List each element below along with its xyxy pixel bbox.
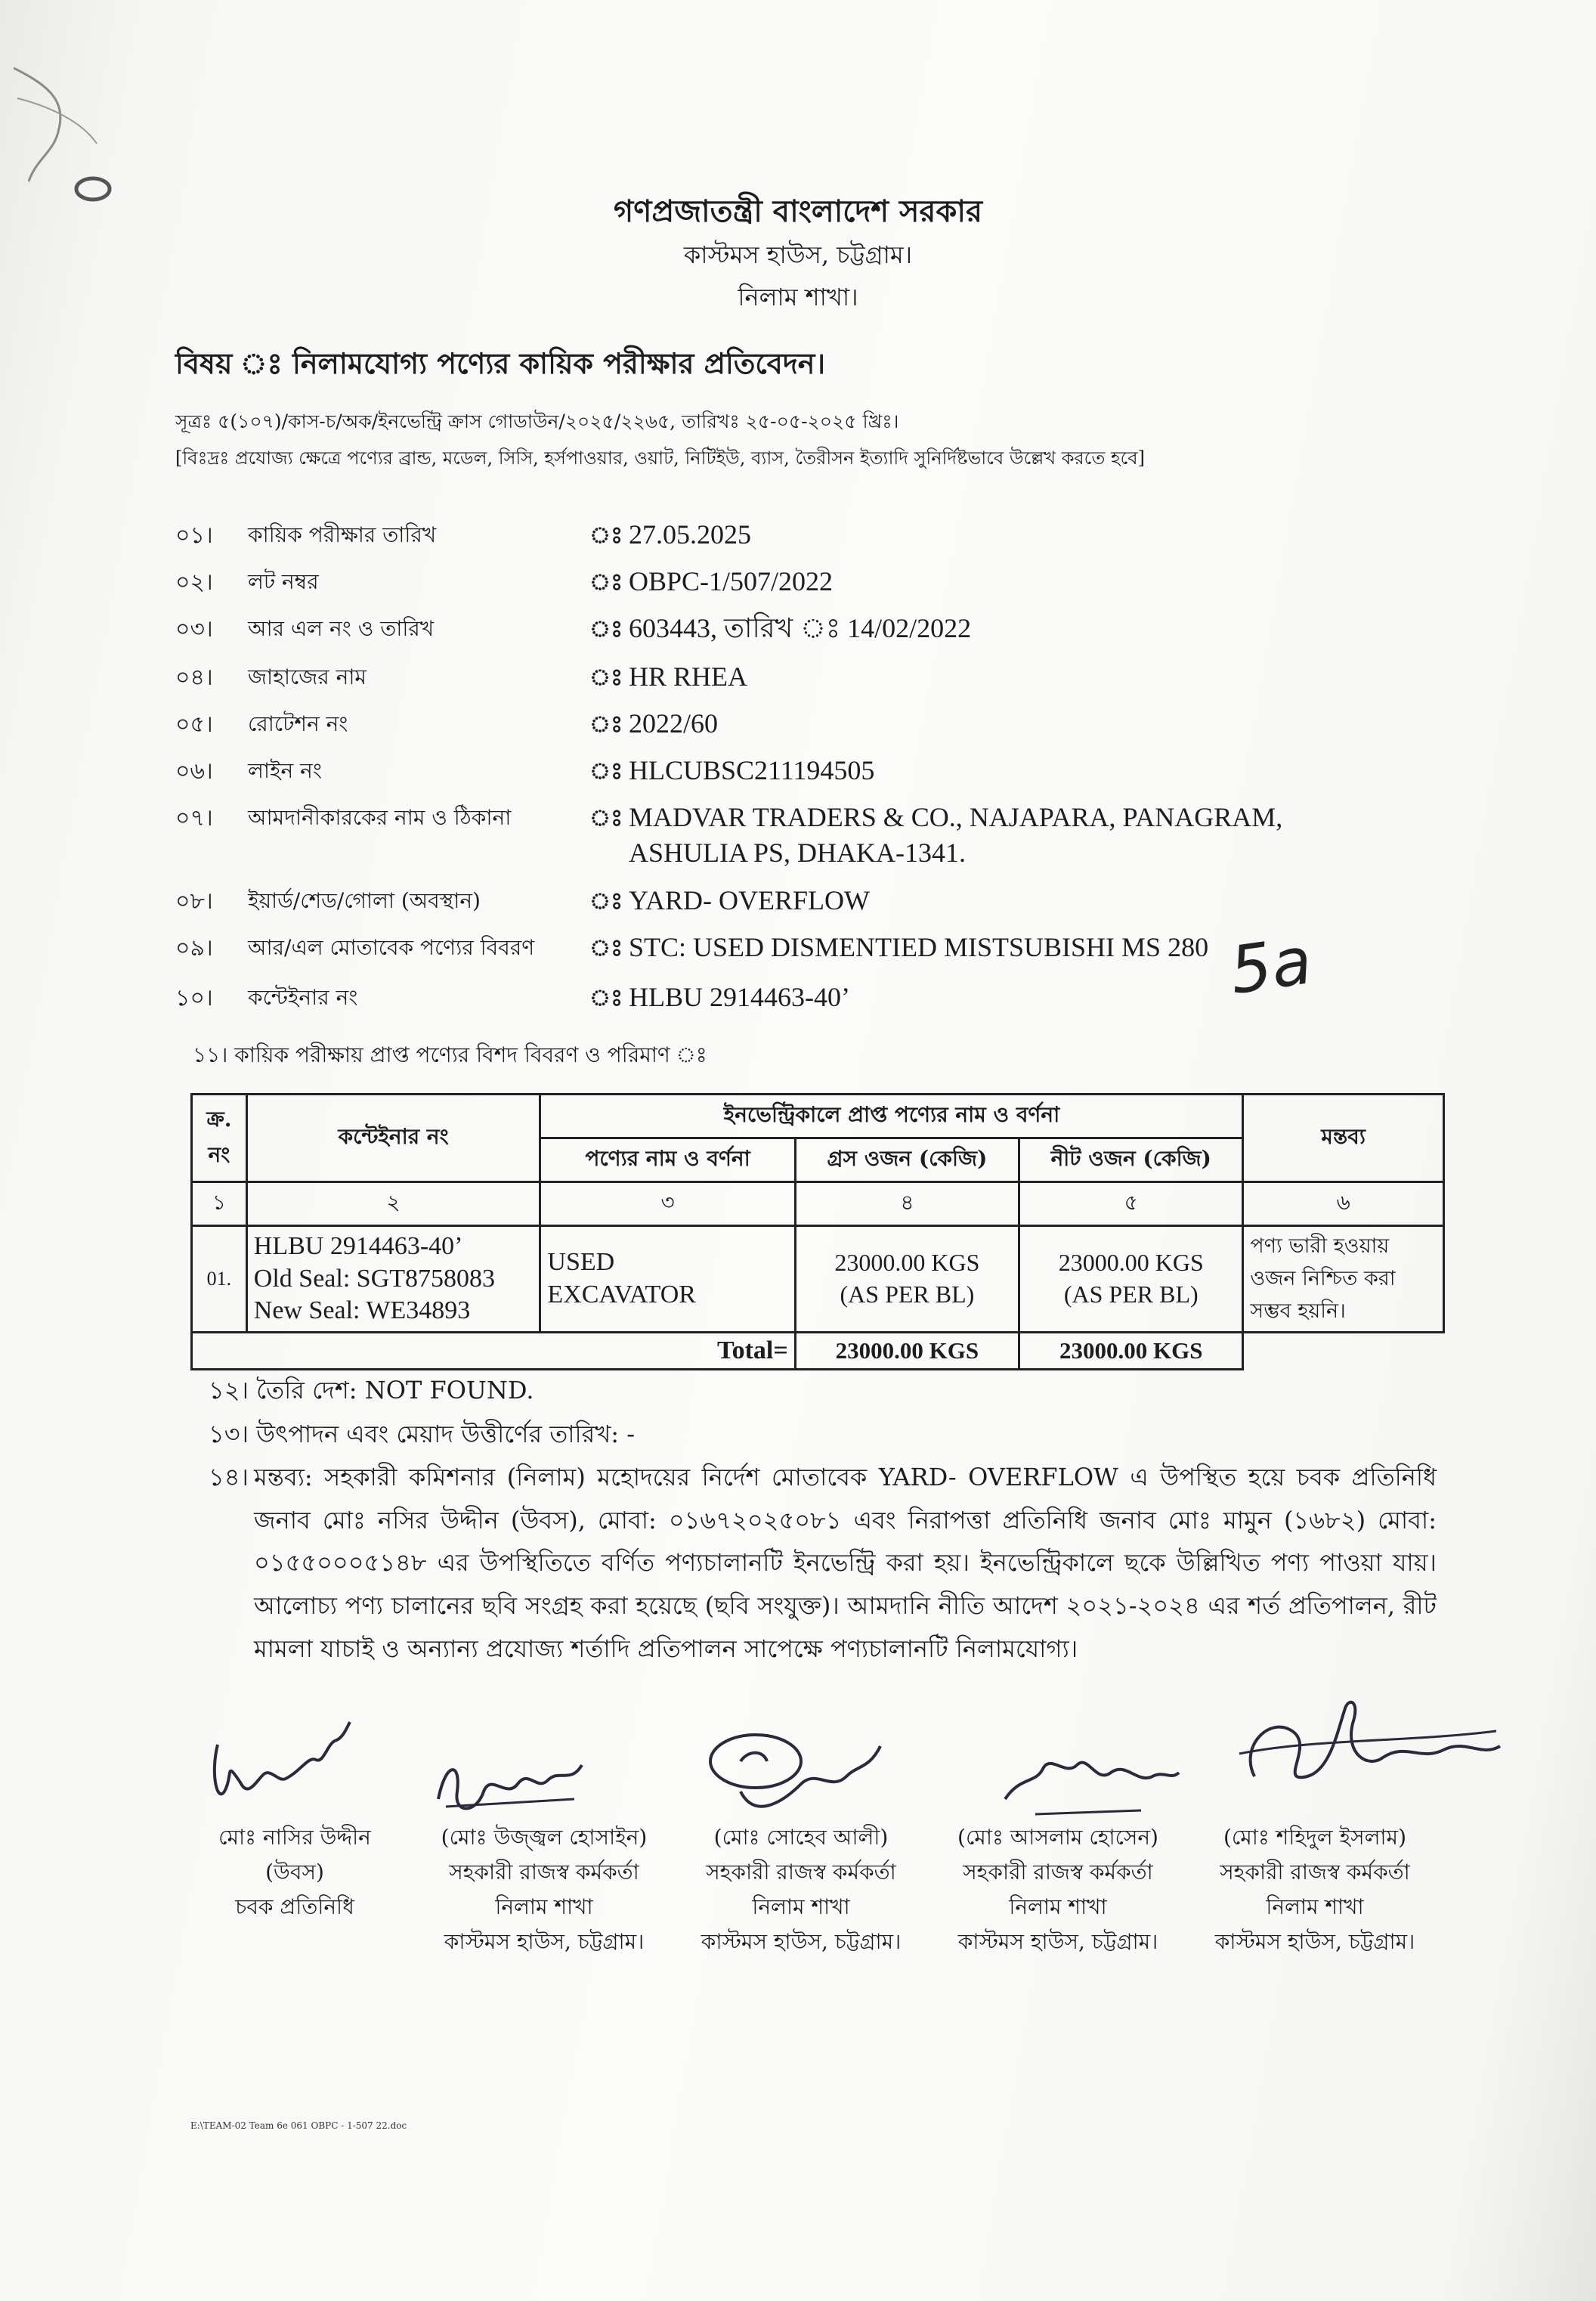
old-seal: Old Seal: SGT8758083 <box>253 1264 496 1293</box>
office-name: কাস্টমস হাউস, চট্টগ্রাম। <box>683 240 913 269</box>
signatory-name: (মোঃ আসলাম হোসেন) <box>957 1825 1158 1850</box>
field-number: ০১। <box>175 522 213 549</box>
signatory-section: নিলাম শাখা <box>495 1894 593 1919</box>
signatory-designation: সহকারী রাজস্ব কর্মকর্তা <box>1220 1860 1410 1884</box>
signatory-block <box>937 1820 1179 1959</box>
field-number: ০৪। <box>175 664 213 691</box>
signatory-block <box>1194 1820 1436 1959</box>
signatory-section: নিলাম শাখা <box>1009 1894 1107 1919</box>
table-header-row <box>192 1095 1444 1138</box>
col-number: ১ <box>192 1182 247 1226</box>
field-number: ০৬। <box>175 758 213 785</box>
country-of-origin: ১২। তৈরি দেশ: NOT FOUND. <box>209 1376 534 1404</box>
signatory-block <box>680 1820 922 1959</box>
field-label: আর/এল মোতাবেক পণ্যের বিবরণ <box>248 935 535 960</box>
col-goods-header: পণ্যের নাম ও বর্ণনা <box>540 1138 795 1182</box>
goods-line: USED <box>547 1248 615 1277</box>
col-number: ৬ <box>1243 1182 1444 1226</box>
total-empty-cell <box>1243 1332 1444 1369</box>
total-net: 23000.00 KGS <box>1019 1332 1243 1369</box>
field-colon: ঃ <box>589 711 623 738</box>
signatory-block <box>423 1820 665 1959</box>
col-remarks-header: মন্তব্য <box>1243 1095 1444 1182</box>
col-group-header: ইনভেন্ট্রিকালে প্রাপ্ত পণ্যের নাম ও বর্ণনা <box>540 1095 1243 1138</box>
col-number: ৪ <box>795 1182 1019 1226</box>
field-label: কন্টেইনার নং <box>248 985 358 1010</box>
field-number: ০৮। <box>175 888 213 915</box>
signatory-designation: সহকারী রাজস্ব কর্মকর্তা <box>706 1860 896 1884</box>
signatory-designation: চবক প্রতিনিধি <box>235 1894 354 1919</box>
signatory-designation: সহকারী রাজস্ব কর্মকর্তা <box>449 1860 639 1884</box>
gross-weight: 23000.00 KGS <box>834 1249 980 1277</box>
field-label: জাহাজের নাম <box>248 664 367 689</box>
gross-note: (AS PER BL) <box>840 1280 975 1308</box>
cell-gross <box>795 1226 1019 1333</box>
field-value: OBPC-1/507/2022 <box>629 566 834 596</box>
field-value: 603443, তারিখ ঃ 14/02/2022 <box>629 613 972 643</box>
field-number: ১০। <box>175 985 213 1011</box>
goods-line: EXCAVATOR <box>547 1280 696 1308</box>
binding-string-icon <box>14 53 112 204</box>
cell-sl: 01. <box>192 1226 247 1333</box>
col-number: ৩ <box>540 1182 795 1226</box>
instruction-note: [বিঃদ্রঃ প্রযোজ্য ক্ষেত্রে পণ্যের ব্রান্ড, মডেল, সিসি, হর্সপাওয়ার, ওয়াট, নিটিইউ, ব্যাস, তৈরীসন ইত্যাদি সুনির্দিষ্টভাবে উল্লেখ করতে হবে] <box>175 448 1145 469</box>
signature-mark <box>203 1714 361 1813</box>
field-number: ০৫। <box>175 711 213 738</box>
signatory-office: কাস্টমস হাউস, চট্টগ্রাম। <box>1214 1929 1415 1954</box>
signatory-office: কাস্টমস হাউস, চট্টগ্রাম। <box>701 1929 902 1954</box>
field-number: ০৯। <box>175 935 213 962</box>
field-value: YARD- OVERFLOW <box>629 885 870 915</box>
field-colon: ঃ <box>589 985 623 1011</box>
section-11-heading: ১১। কায়িক পরীক্ষায় প্রাপ্ত পণ্যের বিশদ বিবরণ ও পরিমাণ ঃ <box>193 1042 707 1067</box>
total-label: Total= <box>192 1332 796 1369</box>
signatory-office: কাস্টমস হাউস, চট্টগ্রাম। <box>444 1929 645 1954</box>
field-value: 27.05.2025 <box>629 519 751 550</box>
field-value-line: ASHULIA PS, DHAKA-1341. <box>629 837 967 868</box>
cell-remarks: পণ্য ভারী হওয়ায় ওজন নিশ্চিত করা সম্ভব হয়নি। <box>1243 1226 1444 1333</box>
field-label: লাইন নং <box>248 758 322 783</box>
col-net-header: নীট ওজন (কেজি) <box>1019 1138 1243 1182</box>
field-label: লট নম্বর <box>248 569 319 594</box>
signature-mark <box>1224 1686 1511 1822</box>
signature-mark <box>695 1716 892 1829</box>
net-weight: 23000.00 KGS <box>1058 1249 1204 1277</box>
field-number: ০৩। <box>175 616 213 643</box>
field-value: STC: USED DISMENTIED MISTSUBISHI MS 280 <box>629 932 1209 962</box>
field-colon: ঃ <box>589 664 623 691</box>
field-value-line: MADVAR TRADERS & CO., NAJAPARA, PANAGRAM, <box>629 802 1283 832</box>
col-gross-header: গ্রস ওজন (কেজি) <box>795 1138 1019 1182</box>
signature-mark <box>423 1746 597 1829</box>
field-label: কায়িক পরীক্ষার তারিখ <box>248 522 437 547</box>
govt-title: গণপ্রজাতন্ত্রী বাংলাদেশ সরকার <box>614 194 982 229</box>
signatory-section: নিলাম শাখা <box>752 1894 850 1919</box>
signatory-name: (মোঃ শহিদুল ইসলাম) <box>1223 1825 1407 1850</box>
cell-net <box>1019 1226 1243 1333</box>
col-number: ৫ <box>1019 1182 1243 1226</box>
field-value: 2022/60 <box>629 708 719 739</box>
signatory-line: (উবস) <box>265 1860 324 1884</box>
signature-mark <box>990 1739 1186 1829</box>
section-name: নিলাম শাখা। <box>738 283 858 311</box>
field-colon: ঃ <box>589 569 623 596</box>
production-expiry: ১৩। উৎপাদন এবং মেয়াদ উত্তীর্ণের তারিখ: - <box>209 1420 636 1448</box>
total-gross: 23000.00 KGS <box>795 1332 1019 1369</box>
cell-container <box>246 1226 540 1333</box>
cell-goods <box>540 1226 795 1333</box>
field-colon: ঃ <box>589 805 623 832</box>
field-label: আর এল নং ও তারিখ <box>248 616 435 641</box>
table-column-number-row <box>192 1182 1444 1226</box>
field-colon: ঃ <box>589 935 623 962</box>
signatory-block <box>174 1820 416 1925</box>
container-number: HLBU 2914463-40’ <box>253 1232 463 1261</box>
net-note: (AS PER BL) <box>1063 1280 1199 1308</box>
subject-line: বিষয় ঃ নিলামযোগ্য পণ্যের কায়িক পরীক্ষার প্রতিবেদন। <box>175 346 826 380</box>
inventory-table <box>190 1093 1445 1370</box>
col-container-header: কন্টেইনার নং <box>246 1095 540 1182</box>
field-label: ইয়ার্ড/শেড/গোলা (অবস্থান) <box>248 888 481 913</box>
remarks-number: ১৪। <box>209 1463 249 1491</box>
file-path-footer: E:\TEAM-02 Team 6e 061 OBPC - 1-507 22.doc <box>190 2120 407 2131</box>
signatory-designation: সহকারী রাজস্ব কর্মকর্তা <box>963 1860 1153 1884</box>
field-value: HLBU 2914463-40’ <box>629 982 850 1012</box>
field-value <box>629 800 1282 871</box>
signatory-section: নিলাম শাখা <box>1266 1894 1364 1919</box>
new-seal: New Seal: WE34893 <box>253 1296 471 1325</box>
table-row <box>192 1226 1444 1333</box>
table-total-row <box>192 1332 1444 1369</box>
field-number: ০৭। <box>175 805 213 832</box>
col-sl-header: ক্র. নং <box>192 1095 247 1182</box>
remarks-text: মন্তব্য: সহকারী কমিশনার (নিলাম) মহোদয়ের নির্দেশ মোতাবেক YARD- OVERFLOW এ উপস্থিত হয়ে চবক প্রতিনিধি জনাব মোঃ নসির উদ্দীন (উবস), মোবা: ০১৬৭২০২৫০৮১ এবং নিরাপত্তা প্রতিনিধি জনাব মোঃ মামুন (১৬৮২) মোবা: ০১৫৫০০০৫১৪৮ এর উপস্থিতিতে বর্ণিত পণ্যচালানটি ইনভেন্ট্রি করা হয়। ইনভেন্ট্রিকালে ছকে উল্লিখিত পণ্য পাওয়া যায়। আলোচ্য পণ্য চালানের ছবি সংগ্রহ করা হয়েছে (ছবি সংযুক্ত)। আমদানি নীতি আদেশ ২০২১-২০২৪ এর শর্ত প্রতিপালন, রীট মামলা যাচাই ও অন্যান্য প্রযোজ্য শর্তাদি প্রতিপালন সাপেক্ষে পণ্যচালানটি নিলামযোগ্য। <box>254 1463 1437 1663</box>
field-colon: ঃ <box>589 888 623 915</box>
signatory-name: মোঃ নাসির উদ্দীন <box>218 1825 371 1850</box>
col-number: ২ <box>246 1182 540 1226</box>
signatory-name: (মোঃ সোহেব আলী) <box>713 1825 889 1850</box>
field-colon: ঃ <box>589 616 623 643</box>
field-number: ০২। <box>175 569 213 596</box>
field-label: রোটেশন নং <box>248 711 348 736</box>
field-value: HLCUBSC211194505 <box>629 755 875 785</box>
field-value: HR RHEA <box>629 661 748 692</box>
field-colon: ঃ <box>589 758 623 785</box>
reference-line: সূত্রঃ ৫(১০৭)/কাস-চ/অক/ইনভেন্ট্রি ক্রাস গোডাউন/২০২৫/২২৬৫, তারিখঃ ২৫-০৫-২০২৫ খ্রিঃ। <box>175 410 899 432</box>
signatory-name: (মোঃ উজ্জ্বল হোসাইন) <box>441 1825 648 1850</box>
signatory-office: কাস্টমস হাউস, চট্টগ্রাম। <box>957 1929 1158 1954</box>
field-label: আমদানীকারকের নাম ও ঠিকানা <box>248 805 512 830</box>
handwritten-annotation: 5a <box>1225 923 1316 1009</box>
field-colon: ঃ <box>589 522 623 549</box>
